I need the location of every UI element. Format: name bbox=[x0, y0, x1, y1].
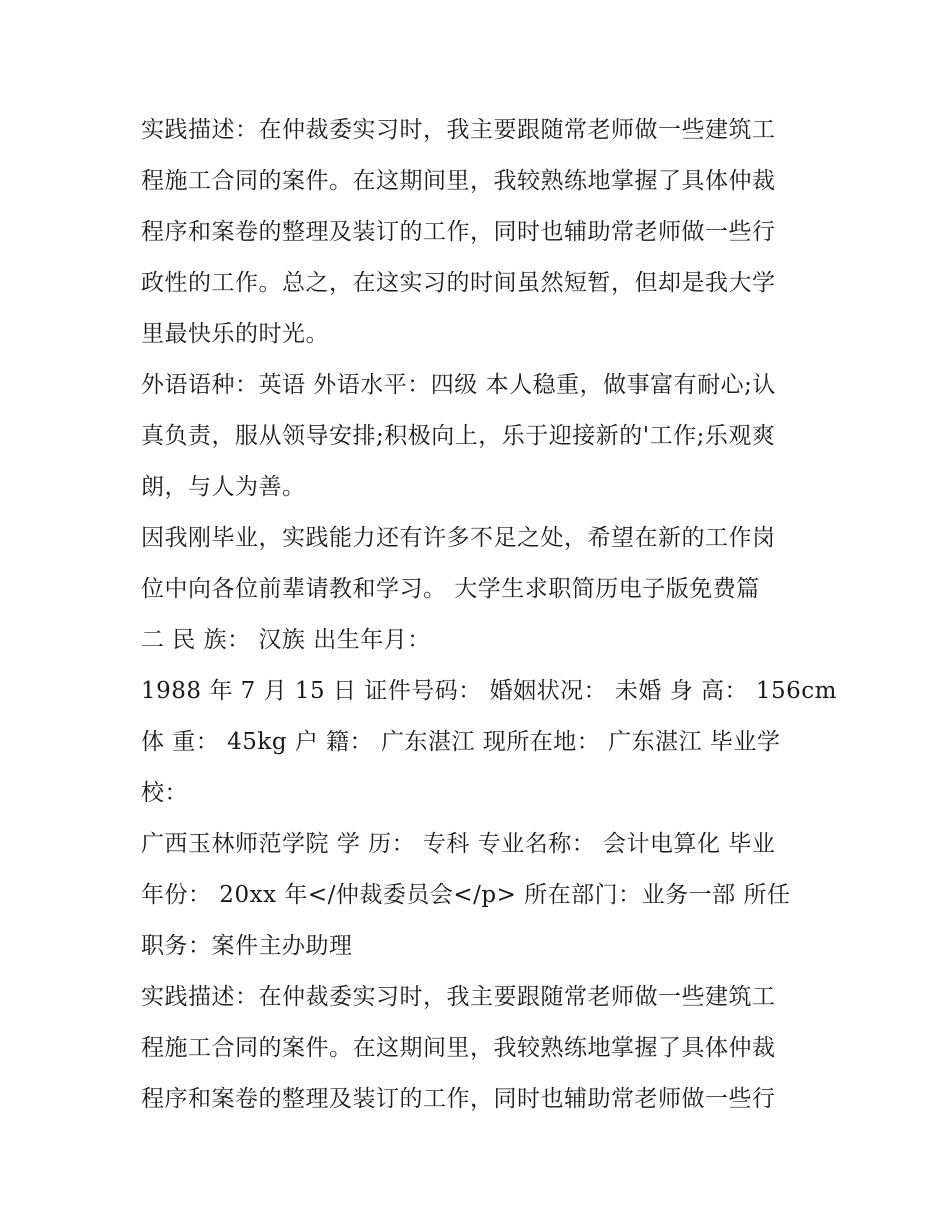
text-line-12: 1988 年 7 月 15 日 证件号码： 婚姻状况： 未婚 身 高： 156cm bbox=[141, 678, 837, 704]
text-line-2: 程施工合同的案件。在这期间里，我较熟练地掌握了具体仲裁 bbox=[141, 168, 776, 194]
text-line-17: 职务：案件主办助理 bbox=[141, 933, 353, 959]
text-line-8: 朗，与人为善。 bbox=[141, 474, 306, 500]
text-line-11: 二 民 族： 汉族 出生年月： bbox=[141, 627, 431, 653]
text-line-7: 真负责，服从领导安排;积极向上，乐于迎接新的'工作;乐观爽 bbox=[141, 423, 776, 449]
text-line-1: 实践描述：在仲裁委实习时，我主要跟随常老师做一些建筑工 bbox=[141, 117, 776, 143]
text-line-5: 里最快乐的时光。 bbox=[141, 321, 329, 347]
text-line-4: 政性的工作。总之，在这实习的时间虽然短暂，但却是我大学 bbox=[141, 270, 776, 296]
text-line-13: 体 重： 45kg 户 籍： 广东湛江 现所在地： 广东湛江 毕业学 bbox=[141, 729, 781, 755]
text-line-9: 因我刚毕业，实践能力还有许多不足之处，希望在新的工作岗 bbox=[141, 525, 776, 551]
text-line-19: 程施工合同的案件。在这期间里，我较熟练地掌握了具体仲裁 bbox=[141, 1035, 776, 1061]
text-line-15: 广西玉林师范学院 学 历： 专科 专业名称： 会计电算化 毕业 bbox=[141, 831, 776, 857]
text-line-10: 位中向各位前辈请教和学习。 大学生求职简历电子版免费篇 bbox=[141, 576, 760, 602]
text-line-18: 实践描述：在仲裁委实习时，我主要跟随常老师做一些建筑工 bbox=[141, 984, 776, 1010]
text-line-16: 年份： 20xx 年</仲裁委员会</p> 所在部门：业务一部 所任 bbox=[141, 882, 791, 908]
text-line-20: 程序和案卷的整理及装订的工作，同时也辅助常老师做一些行 bbox=[141, 1086, 776, 1112]
document-body bbox=[141, 105, 837, 1125]
text-line-14: 校： bbox=[141, 780, 188, 806]
text-line-6: 外语语种：英语 外语水平：四级 本人稳重，做事富有耐心;认 bbox=[141, 372, 776, 398]
text-line-3: 程序和案卷的整理及装订的工作，同时也辅助常老师做一些行 bbox=[141, 219, 776, 245]
